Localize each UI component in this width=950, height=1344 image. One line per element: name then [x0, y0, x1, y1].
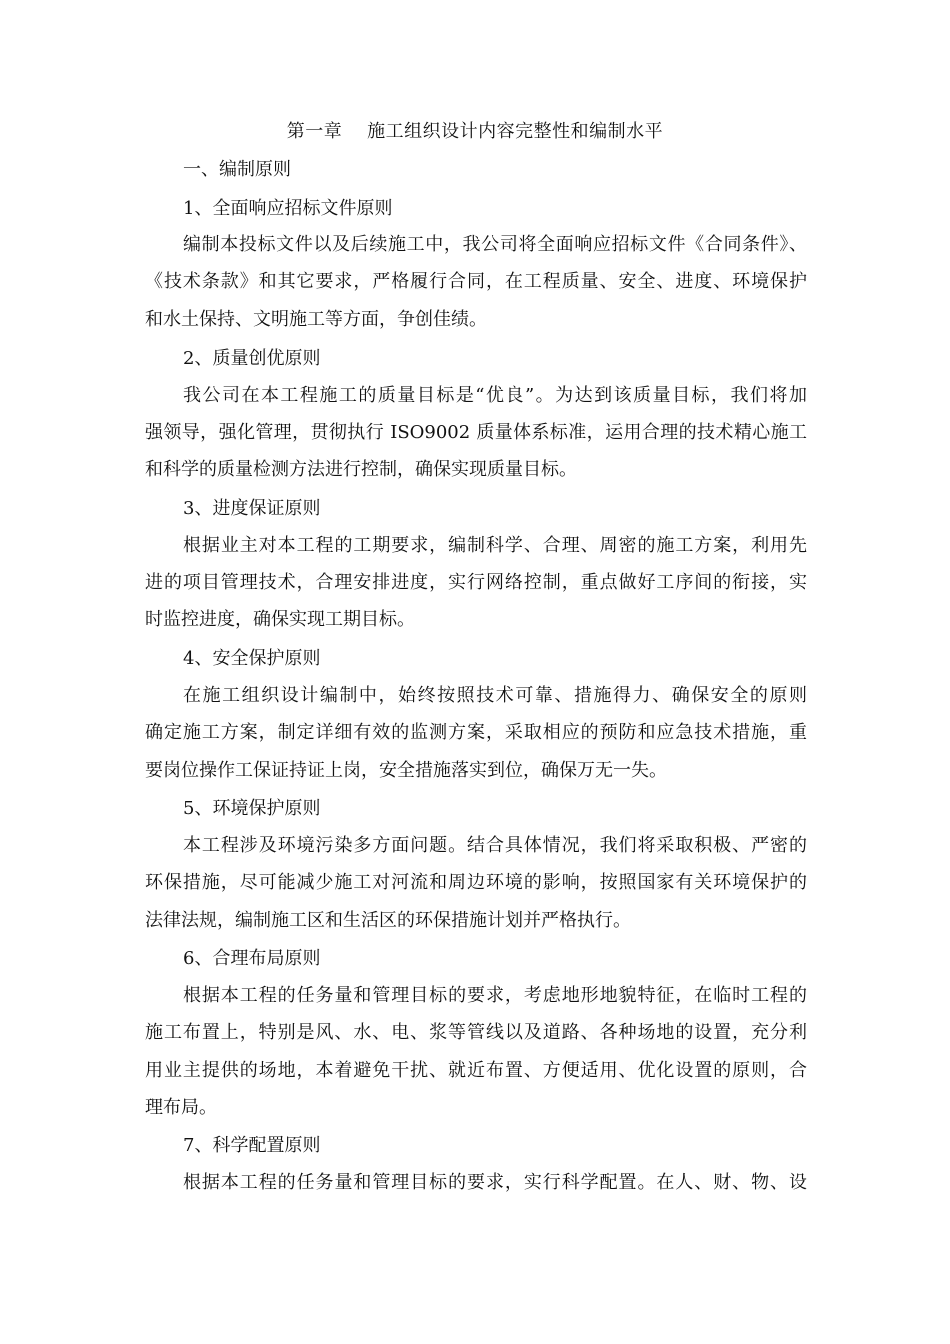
principle-6-line-3: 用业主提供的场地，本着避免干扰、就近布置、方便适用、优化设置的原则，合 — [145, 1060, 807, 1081]
principle-2-line-1: 我公司在本工程施工的质量目标是“优良”。为达到该质量目标，我们将加 — [183, 385, 807, 406]
principle-5-line-2: 环保措施，尽可能减少施工对河流和周边环境的影响，按照国家有关环境保护的 — [145, 872, 807, 893]
principle-heading-4: 4、安全保护原则 — [183, 648, 321, 669]
principle-2-line-3: 和科学的质量检测方法进行控制，确保实现质量目标。 — [145, 459, 577, 480]
principle-1-line-3: 和水土保持、文明施工等方面，争创佳绩。 — [145, 309, 487, 330]
principle-5-line-3: 法律法规，编制施工区和生活区的环保措施计划并严格执行。 — [145, 910, 631, 931]
section-heading: 一、编制原则 — [183, 159, 291, 180]
principle-6-line-4: 理布局。 — [145, 1097, 217, 1118]
principle-heading-1: 1、全面响应招标文件原则 — [183, 198, 393, 219]
page-title: 第一章 施工组织设计内容完整性和编制水平 — [286, 121, 664, 142]
principle-1-line-2: 《技术条款》和其它要求，严格履行合同，在工程质量、安全、进度、环境保护 — [145, 271, 807, 292]
principle-4-line-2: 确定施工方案，制定详细有效的监测方案，采取相应的预防和应急技术措施，重 — [145, 722, 807, 743]
principle-heading-5: 5、环境保护原则 — [183, 798, 321, 819]
principle-4-line-1: 在施工组织设计编制中，始终按照技术可靠、措施得力、确保安全的原则 — [183, 685, 807, 706]
principle-3-line-3: 时监控进度，确保实现工期目标。 — [145, 609, 415, 630]
principle-6-line-2: 施工布置上，特别是风、水、电、浆等管线以及道路、各种场地的设置，充分利 — [145, 1022, 807, 1043]
principle-1-line-1: 编制本投标文件以及后续施工中，我公司将全面响应招标文件《合同条件》、 — [183, 234, 807, 255]
principle-heading-6: 6、合理布局原则 — [183, 948, 321, 969]
principle-heading-2: 2、质量创优原则 — [183, 348, 321, 369]
principle-4-line-3: 要岗位操作工保证持证上岗，安全措施落实到位，确保万无一失。 — [145, 760, 667, 781]
principle-3-line-1: 根据业主对本工程的工期要求，编制科学、合理、周密的施工方案，利用先 — [183, 535, 807, 556]
principle-2-line-2: 强领导，强化管理，贯彻执行 ISO9002 质量体系标准，运用合理的技术精心施工 — [145, 422, 807, 443]
principle-5-line-1: 本工程涉及环境污染多方面问题。结合具体情况，我们将采取积极、严密的 — [183, 835, 807, 856]
principle-heading-3: 3、进度保证原则 — [183, 498, 321, 519]
principle-7-line-1: 根据本工程的任务量和管理目标的要求，实行科学配置。在人、财、物、设 — [183, 1172, 807, 1193]
principle-heading-7: 7、科学配置原则 — [183, 1135, 321, 1156]
principle-3-line-2: 进的项目管理技术，合理安排进度，实行网络控制，重点做好工序间的衔接，实 — [145, 572, 807, 593]
principle-6-line-1: 根据本工程的任务量和管理目标的要求，考虑地形地貌特征，在临时工程的 — [183, 985, 807, 1006]
